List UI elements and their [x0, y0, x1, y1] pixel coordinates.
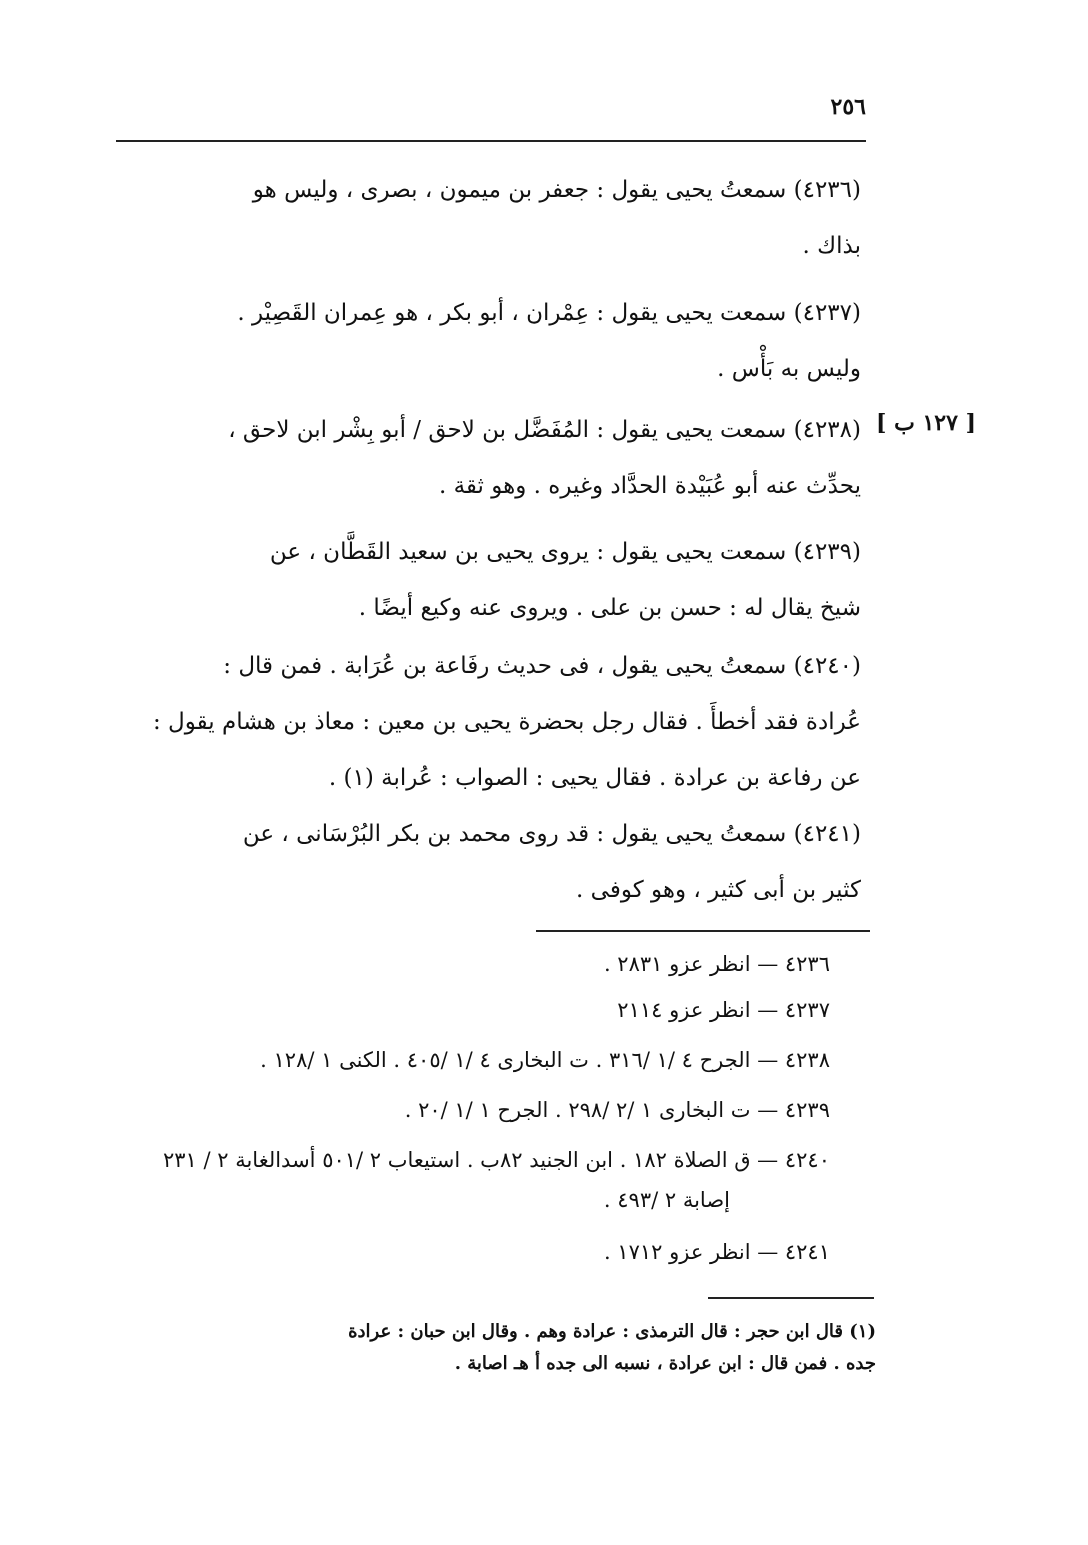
notes-rule [536, 930, 870, 932]
entry-line: (٤٢٣٩) سمعت يحيى يقول : يروى يحيى بن سعيد القَطَّان ، عن [269, 539, 861, 565]
footnote-rule [708, 1297, 874, 1299]
entry-line: بذاك . [802, 233, 861, 259]
reference-line: ٤٢٣٨ — الجرح ٤ /١ /٣١٦ . ت البخارى ٤ /١ /٤٠٥ . الكنى ١ /١٢٨ . [260, 1048, 830, 1072]
entry-4239 [126, 524, 861, 636]
entry-line: شيخ يقال له : حسن بن على . ويروى عنه وكيع أيضًا . [358, 595, 861, 621]
reference-4240 [140, 1140, 830, 1220]
reference-4241 [140, 1232, 830, 1272]
entry-line: (٤٢٣٨) سمعت يحيى يقول : المُفَضَّل بن لاحق / أبو بِشْر ابن لاحق ، [228, 417, 861, 443]
reference-4238 [140, 1040, 830, 1080]
footnote-line: جده . فمن قال : ابن عرادة ، نسبه الى جده أ هـ اصابة . [454, 1353, 876, 1374]
reference-4237 [140, 990, 830, 1030]
footnote-line: (١) قال ابن حجر : قال الترمذى : عرادة وهم . وقال ابن حبان : عرادة [348, 1321, 876, 1342]
reference-line: ٤٢٣٧ — انظر عزو ٢١١٤ [617, 998, 830, 1022]
entry-4240 [126, 638, 861, 806]
reference-4239 [140, 1090, 830, 1130]
reference-line: ٤٢٣٦ — انظر عزو ٢٨٣١ . [603, 952, 830, 976]
entry-line: (٤٢٣٧) سمعت يحيى يقول : عِمْران ، أبو بكر ، هو عِمران القَصِيْر . [237, 300, 861, 326]
footnote [126, 1316, 876, 1380]
reference-line: ٤٢٣٩ — ت البخارى ١ /٢ /٢٩٨ . الجرح ١ /١ /٢٠ . [404, 1098, 830, 1122]
entry-line: كثير بن أبى كثير ، وهو كوفى . [576, 877, 861, 903]
entry-line: (٤٢٣٦) سمعتُ يحيى يقول : جعفر بن ميمون ، بصرى ، وليس هو [252, 177, 861, 203]
reference-4236 [140, 944, 830, 984]
entry-4238 [126, 402, 861, 514]
entry-line: (٤٢٤٠) سمعتُ يحيى يقول ، فى حديث رفَاعة بن عُرَابة . فمن قال : [223, 653, 861, 679]
header-rule [116, 140, 866, 142]
page-number: ٢٥٦ [830, 94, 866, 120]
reference-line: ٤٢٤٠ — ق الصلاة ١٨٢ . ابن الجنيد ٨٢ب . استيعاب ٢ /٥٠١ أسدالغابة ٢ / ٢٣١ [162, 1148, 830, 1172]
entry-4241 [126, 806, 861, 918]
entry-line: عن رفاعة بن عرادة . فقال يحيى : الصواب : عُرابة (١) . [328, 765, 861, 791]
reference-line: ٤٢٤١ — انظر عزو ١٧١٢ . [603, 1240, 830, 1264]
margin-note: [ ١٢٧ ب ] [876, 410, 976, 436]
entry-4237 [126, 285, 861, 397]
reference-line: إصابة ٢ /٤٩٣ . [603, 1188, 730, 1212]
entry-4236 [126, 162, 861, 274]
entry-line: وليس به بَأْس . [717, 356, 861, 382]
entry-line: عُرادة فقد أخطأَ . فقال رجل بحضرة يحيى بن معين : معاذ بن هشام يقول : [152, 709, 861, 735]
entry-line: (٤٢٤١) سمعتُ يحيى يقول : قد روى محمد بن بكر البُرْسَانى ، عن [242, 821, 861, 847]
entry-line: يحدِّث عنه أبو عُبَيْدة الحدَّاد وغيره . وهو ثقة . [438, 473, 861, 499]
